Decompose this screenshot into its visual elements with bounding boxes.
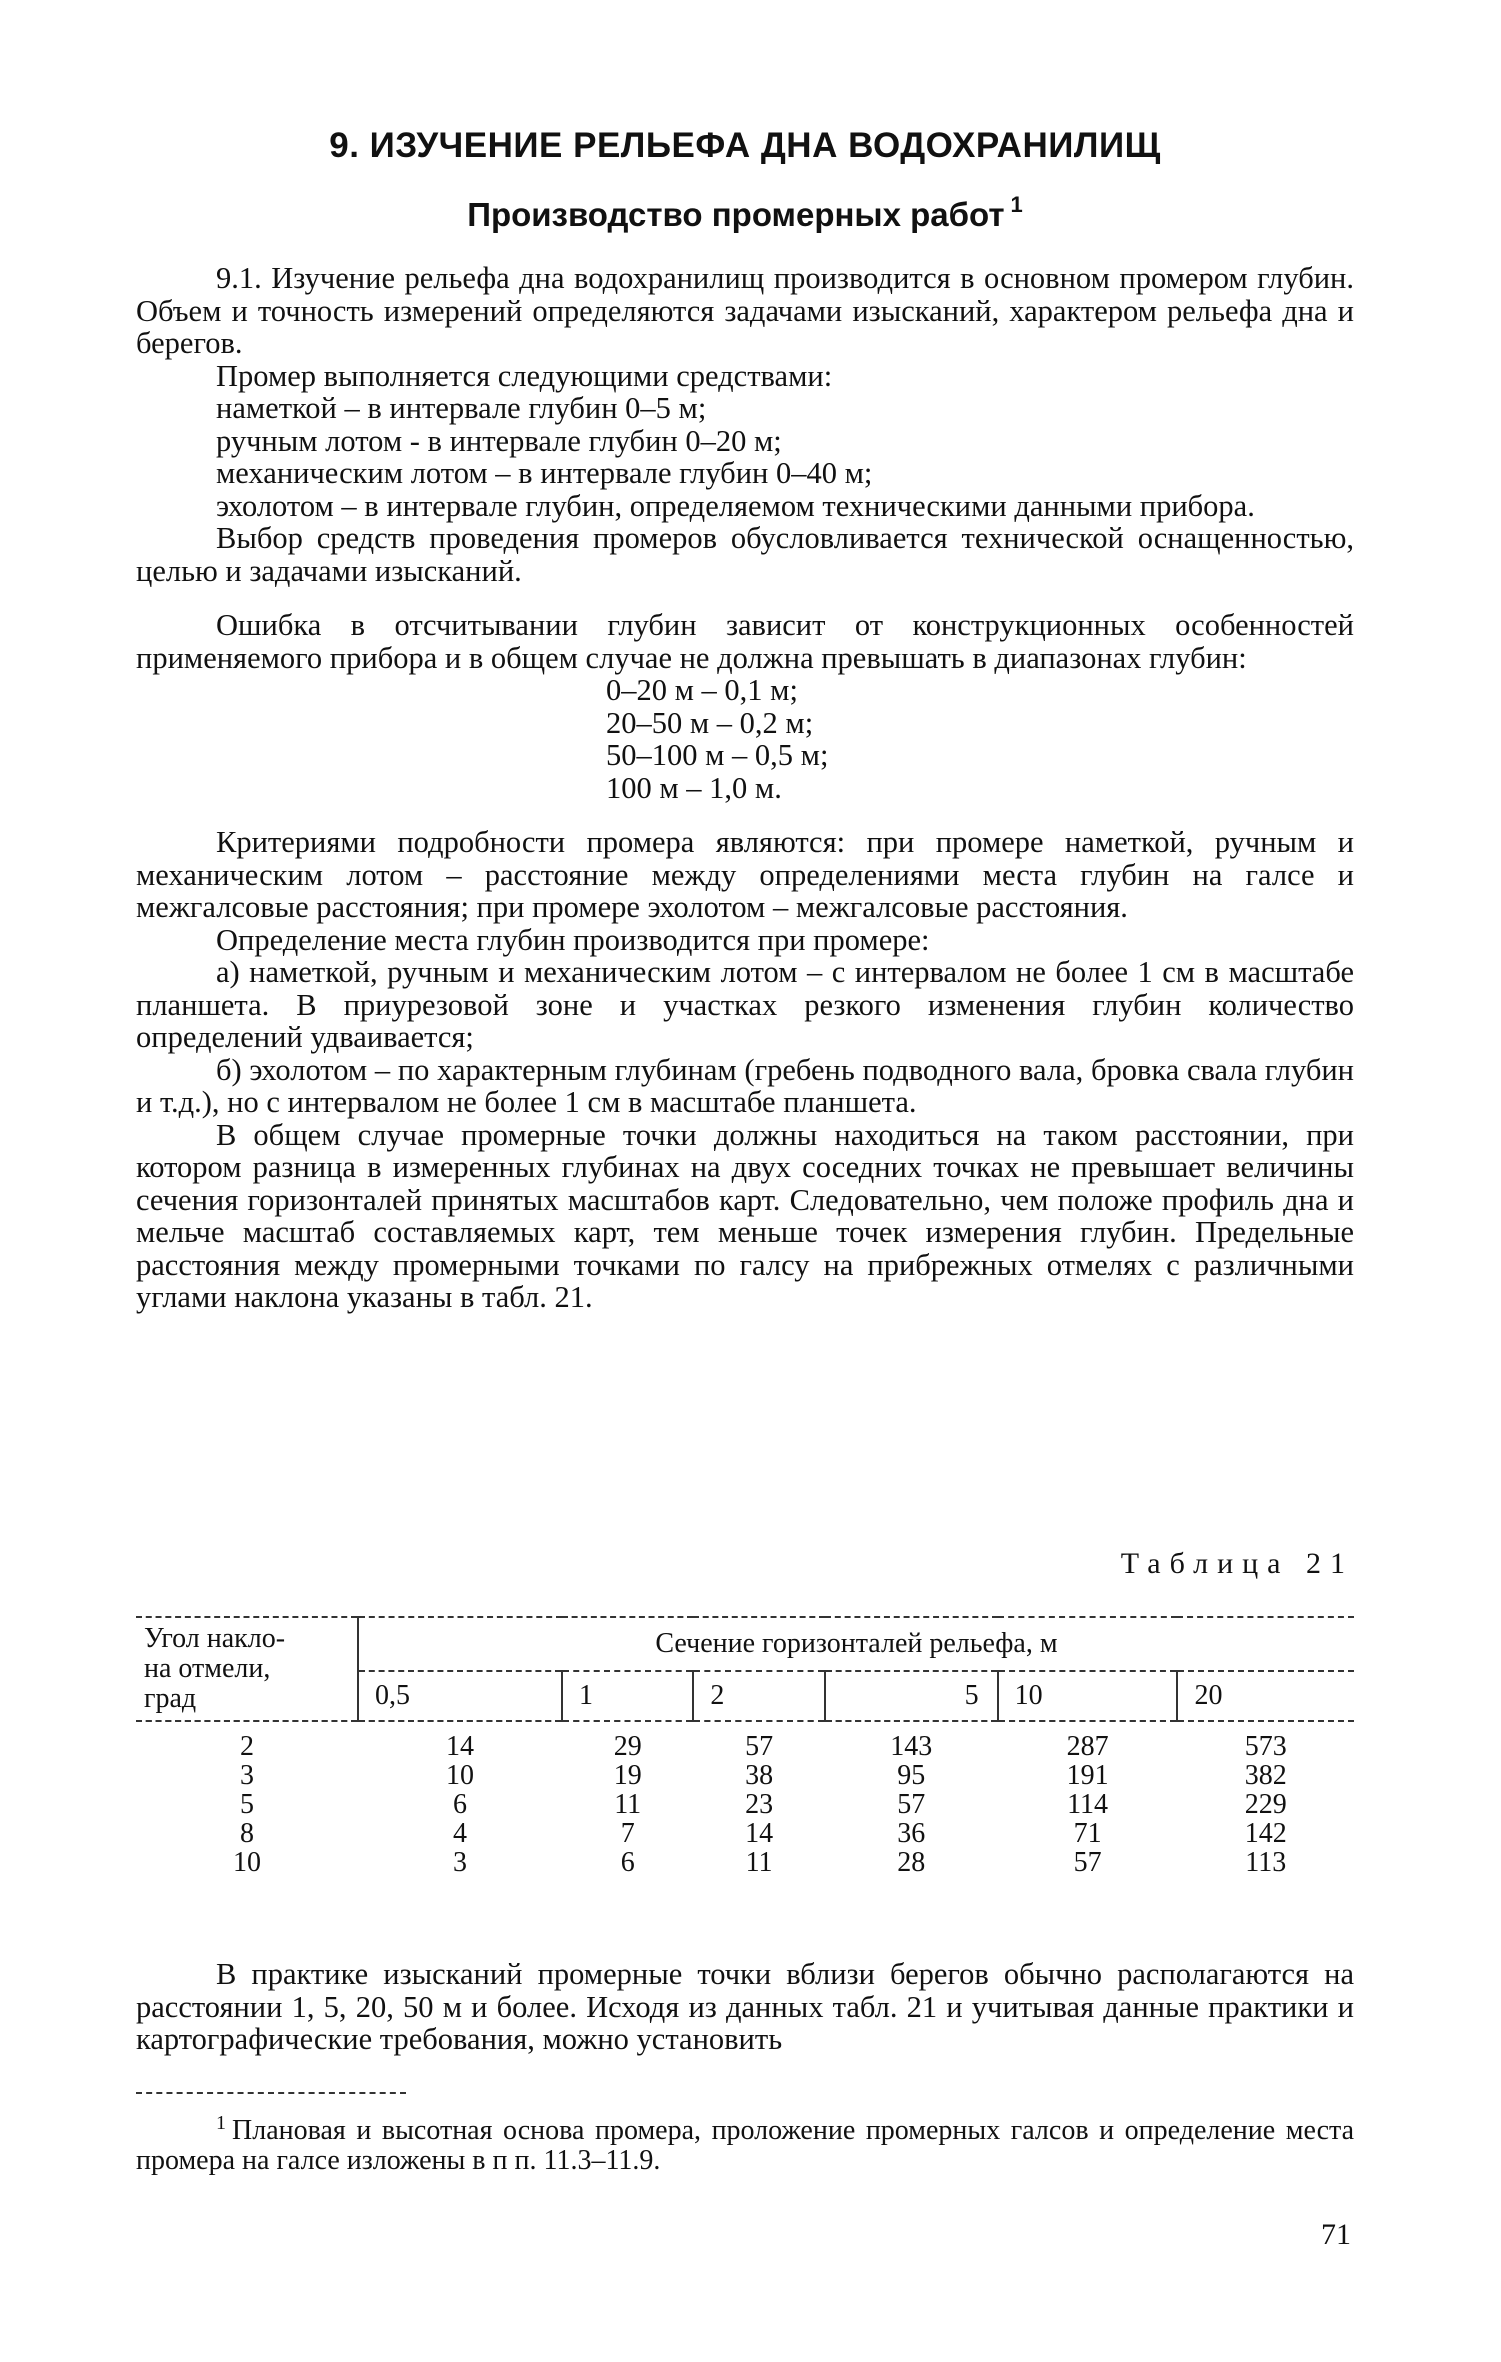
body-text-upper <box>136 262 1354 1314</box>
footnote-text: Плановая и высотная основа промера, проложение промерных галсов и определение места промера на галсе изложены в п п. 11.3–11.9. <box>136 2115 1354 2176</box>
footnote-number: 1 <box>216 2112 226 2134</box>
table-caption: Таблица 21 <box>1120 1547 1354 1580</box>
table-row: 5 6 11 23 57 114 229 <box>240 1789 1287 1820</box>
depth-error-item: 0–20 м – 0,1 м; <box>606 673 798 707</box>
paragraph-location-a: а) наметкой, ручным и механическим лотом – с интервалом не более 1 см в масштабе планшета. В приурезовой зоне и участках резкого изменения глубин количество определений удваивается; <box>136 955 1354 1054</box>
paragraph-9-1: 9.1. Изучение рельефа дна водохранилищ производится в основном промером глубин. Объем и точность измерений определяются задачами изысканий, характером рельефа дна и берегов. <box>136 261 1354 360</box>
table-row: 8 4 7 14 36 71 142 <box>240 1818 1287 1849</box>
column-header: 1 <box>562 1671 693 1721</box>
paragraph-error: Ошибка в отсчитывании глубин зависит от конструкционных особенностей применяемого прибора и в общем случае не должна превышать в диапазонах глубин: <box>136 608 1354 675</box>
paragraph-location-b: б) эхолотом – по характерным глубинам (гребень подводного вала, бровка свала глубин и т.д.), но с интервалом не более 1 см в масштабе планшета. <box>136 1052 1354 1119</box>
table-21 <box>136 1616 1354 1877</box>
column-header: 20 <box>1177 1671 1354 1721</box>
paragraph-general: В общем случае промерные точки должны находиться на таком расстоянии, при котором разница в измеренных глубинах на двух соседних точках не превышает величины сечения горизонталей принятых масштабов карт. Следовательно, чем положе профиль дна и мельче масштаб составляемых карт, тем меньше точек измерения глубин. Предельные расстояния между промерными точками по галсу на прибрежных отмелях с различными углами наклона указаны в табл. 21. <box>136 1117 1354 1314</box>
footnote <box>136 2108 1354 2176</box>
column-header: 10 <box>998 1671 1178 1721</box>
section-heading <box>136 192 1354 234</box>
table-row: 10 3 6 11 28 57 113 <box>233 1847 1287 1878</box>
depth-error-item: 100 м – 1,0 м. <box>606 770 782 805</box>
paragraph-criteria: Критериями подробности промера являются: при промере наметкой, ручным и механическим лотом – расстояние между определениями места глубин на галсе и межгалсовые расстояния; при промере эхолотом – межгалсовые расстояния. <box>136 825 1354 924</box>
depth-error-list <box>606 674 1354 804</box>
body-text-lower <box>136 1958 1354 2056</box>
paragraph-practice: В практике изысканий промерные точки вблизи берегов обычно располагаются на расстоянии 1, 5, 20, 50 м и более. Исходя из данных табл. 21 и учитывая данные практики и картографические требования, можно установить <box>136 1957 1354 2056</box>
page-number: 71 <box>1321 2218 1351 2251</box>
angle-column-header: Угол накло- на отмели, град <box>136 1617 358 1721</box>
depth-error-item: 20–50 м – 0,2 м; <box>606 705 814 740</box>
table-row: 2 14 29 57 143 287 573 <box>240 1731 1287 1762</box>
paragraph-location-intro: Определение места глубин производится при промере: <box>216 922 930 957</box>
paragraph-means-item: наметкой – в интервале глубин 0–5 м; <box>216 391 707 425</box>
chapter-heading: 9. ИЗУЧЕНИЕ РЕЛЬЕФА ДНА ВОДОХРАНИЛИЩ <box>329 126 1161 165</box>
section-heading-text: Производство промерных работ <box>467 196 1005 233</box>
footnote-divider <box>136 2092 406 2094</box>
depth-error-item: 50–100 м – 0,5 м; <box>606 738 829 772</box>
paragraph-means-item: механическим лотом – в интервале глубин 0–40 м; <box>216 456 873 490</box>
footnote-mark: 1 <box>1010 192 1023 217</box>
table-row: 3 10 19 38 95 191 382 <box>240 1760 1287 1791</box>
paragraph-means-item: эхолотом – в интервале глубин, определяемом техническими данными прибора. <box>216 488 1255 523</box>
column-header: 0,5 <box>358 1671 562 1721</box>
column-header: 5 <box>825 1671 998 1721</box>
contour-interval-header: Сечение горизонталей рельефа, м <box>358 1617 1354 1671</box>
column-header: 2 <box>693 1671 824 1721</box>
paragraph-means-intro: Промер выполняется следующими средствами: <box>216 358 833 393</box>
paragraph-means-item: ручным лотом - в интервале глубин 0–20 м; <box>216 423 782 458</box>
paragraph-choice: Выбор средств проведения промеров обусловливается технической оснащенностью, целью и задачами изысканий. <box>136 521 1354 588</box>
